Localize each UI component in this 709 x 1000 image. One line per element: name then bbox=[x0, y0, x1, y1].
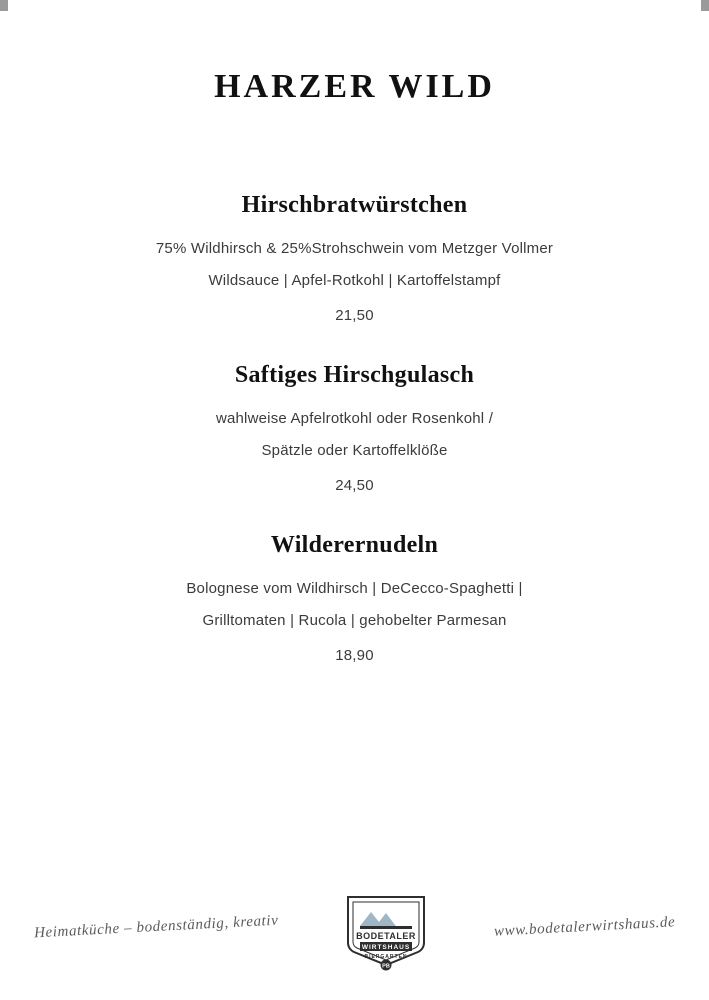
dish-description-line: Bolognese vom Wildhirsch | DeCecco-Spaghetti | bbox=[186, 580, 523, 597]
footer-website: www.bodetalerwirtshaus.de bbox=[493, 913, 676, 940]
dish-list bbox=[0, 192, 709, 664]
dish-price: 21,50 bbox=[335, 307, 374, 324]
list-item bbox=[0, 362, 709, 494]
svg-text:WIRTSHAUS: WIRTSHAUS bbox=[361, 944, 411, 951]
footer-slogan: Heimatküche – bodenständig, kreativ bbox=[33, 912, 279, 941]
dish-description-line: Grilltomaten | Rucola | gehobelter Parmesan bbox=[202, 612, 507, 629]
dish-price: 18,90 bbox=[335, 647, 374, 664]
page-edge-left bbox=[0, 0, 8, 11]
dish-description-line: Wildsauce | Apfel-Rotkohl | Kartoffelstampf bbox=[208, 272, 501, 289]
restaurant-logo-icon bbox=[338, 879, 434, 975]
dish-description-line: wahlweise Apfelrotkohl oder Rosenkohl / bbox=[215, 410, 494, 427]
dish-description bbox=[85, 233, 625, 297]
svg-text:BIERGARTEN: BIERGARTEN bbox=[364, 954, 408, 960]
page-title: HARZER WILD bbox=[214, 68, 495, 105]
list-item bbox=[0, 192, 709, 324]
dish-name: Wilderernudeln bbox=[270, 532, 439, 558]
page-footer bbox=[0, 872, 709, 982]
svg-text:PB: PB bbox=[382, 963, 390, 970]
svg-text:BODETALER: BODETALER bbox=[356, 931, 416, 941]
page-edge-right bbox=[701, 0, 709, 11]
list-item bbox=[0, 532, 709, 664]
dish-name: Saftiges Hirschgulasch bbox=[234, 362, 475, 388]
dish-description bbox=[85, 573, 625, 637]
dish-description-line: Spätzle oder Kartoffelklöße bbox=[261, 442, 448, 459]
dish-description-line: 75% Wildhirsch & 25%Strohschwein vom Metzger Vollmer bbox=[155, 240, 554, 257]
dish-name: Hirschbratwürstchen bbox=[241, 192, 468, 218]
dish-price: 24,50 bbox=[335, 477, 374, 494]
dish-description bbox=[85, 403, 625, 467]
